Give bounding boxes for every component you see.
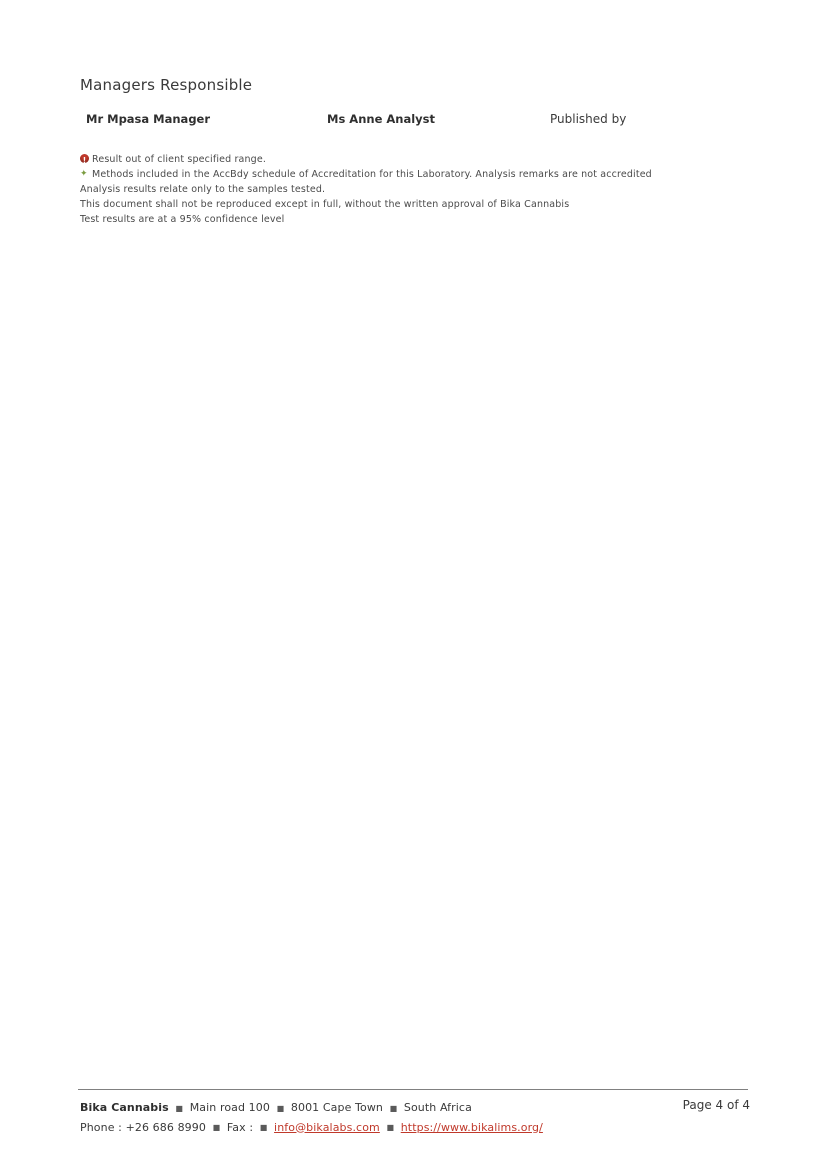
footer-divider bbox=[78, 1089, 748, 1090]
bullet-separator-icon: ■ bbox=[386, 1123, 395, 1132]
footer-contact-line bbox=[80, 1118, 750, 1138]
footer-website-link[interactable]: https://www.bikalims.org/ bbox=[400, 1120, 543, 1134]
footnote-text: Result out of client specified range. bbox=[92, 154, 266, 165]
signatory-publisher: Published by bbox=[550, 112, 627, 126]
bullet-separator-icon: ■ bbox=[212, 1123, 221, 1132]
bullet-separator-icon: ■ bbox=[259, 1123, 268, 1132]
footnote-text: Methods included in the AccBdy schedule of Accreditation for this Laboratory. Analysis remarks are not accredited bbox=[92, 169, 652, 180]
footnotes bbox=[80, 152, 760, 227]
footer-fax: Fax : bbox=[226, 1120, 254, 1134]
footer-phone: Phone : +26 686 8990 bbox=[80, 1120, 206, 1134]
page-number: Page 4 of 4 bbox=[682, 1098, 750, 1112]
footnote-reproduction: This document shall not be reproduced except in full, without the written approval of Bika Cannabis bbox=[80, 199, 570, 210]
alert-icon bbox=[80, 154, 89, 163]
footer-address-street: Main road 100 bbox=[189, 1101, 270, 1114]
page-footer bbox=[80, 1098, 750, 1148]
signatory-analyst: Ms Anne Analyst bbox=[327, 112, 435, 126]
footer-address-city: 8001 Cape Town bbox=[290, 1101, 383, 1114]
bullet-separator-icon: ■ bbox=[175, 1103, 184, 1113]
footnote-confidence: Test results are at a 95% confidence level bbox=[80, 214, 285, 225]
footnote-samples-tested: Analysis results relate only to the samples tested. bbox=[80, 184, 326, 195]
bullet-separator-icon: ■ bbox=[276, 1103, 285, 1113]
signatories-row bbox=[80, 112, 750, 132]
footer-company-name: Bika Cannabis bbox=[80, 1101, 169, 1114]
signatory-manager: Mr Mpasa Manager bbox=[86, 112, 211, 126]
page-title: Managers Responsible bbox=[80, 76, 253, 94]
footer-address-line bbox=[80, 1098, 750, 1118]
footnote-out-of-range bbox=[80, 152, 760, 167]
star-icon: ✦ bbox=[80, 169, 88, 179]
footer-address-country: South Africa bbox=[403, 1101, 472, 1114]
bullet-separator-icon: ■ bbox=[389, 1103, 398, 1113]
footer-email-link[interactable]: info@bikalabs.com bbox=[274, 1120, 380, 1134]
footnote-accreditation bbox=[80, 167, 760, 182]
